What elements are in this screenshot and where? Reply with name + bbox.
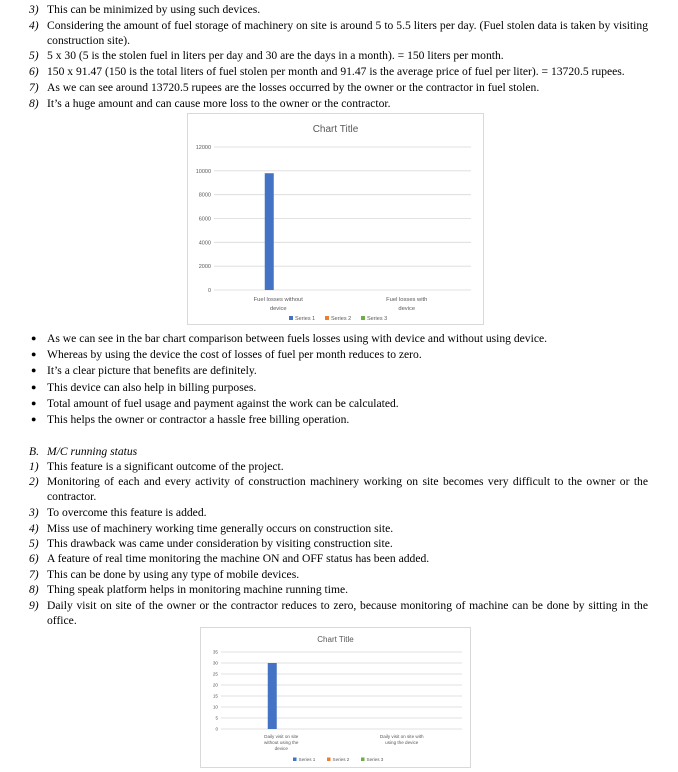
y-tick-label: 0: [207, 287, 211, 294]
bullet-text: This helps the owner or contractor a hassle free billing operation.: [47, 413, 350, 426]
y-tick-label: 15: [212, 693, 218, 699]
y-tick-label: 8000: [198, 192, 211, 199]
list-number: 7): [29, 568, 39, 581]
bar: [265, 173, 274, 290]
list-number: 3): [29, 506, 39, 519]
y-tick-label: 10000: [195, 168, 211, 175]
legend-swatch: [325, 316, 329, 320]
y-tick-label: 5: [215, 715, 218, 721]
category-label: Daily visit on site: [264, 734, 299, 739]
list-text: This feature is a significant outcome of the project.: [47, 460, 284, 473]
legend-label: Series 2: [332, 757, 350, 762]
legend-label: Series 3: [367, 316, 388, 322]
list-number: 5): [29, 49, 39, 62]
section-title: M/C running status: [47, 445, 138, 458]
category-label: device: [274, 746, 288, 751]
list-number: 4): [29, 522, 39, 535]
list-text: This can be minimized by using such devices.: [47, 3, 261, 16]
list-number: 5): [29, 537, 39, 550]
category-label: using the device: [385, 740, 419, 745]
y-tick-label: 4000: [198, 240, 211, 247]
list-text: 150 x 91.47 (150 is the total liters of fuel stolen per month and 91.47 is the average price of fuel per liter). = 13720.5 rupees.: [47, 65, 625, 78]
fuel-loss-chart: [187, 113, 484, 325]
chart-title: Chart Title: [312, 124, 359, 135]
bullet-text: This device can also help in billing purposes.: [47, 381, 257, 394]
legend-swatch: [361, 316, 365, 320]
list-number: 9): [29, 599, 39, 612]
y-tick-label: 20: [212, 682, 218, 688]
y-tick-label: 25: [212, 671, 218, 677]
legend-swatch: [327, 758, 331, 762]
y-tick-label: 6000: [198, 216, 211, 223]
list-number: 1): [29, 460, 39, 473]
bullet-text: Whereas by using the device the cost of losses of fuel per month reduces to zero.: [47, 348, 422, 361]
chart-title: Chart Title: [317, 635, 354, 644]
list-number: 7): [29, 81, 39, 94]
list-number: 8): [29, 97, 39, 110]
list-number: 8): [29, 583, 39, 596]
y-tick-label: 12000: [195, 144, 211, 151]
list-number: 6): [29, 552, 39, 565]
category-label: Daily visit on site with: [379, 734, 424, 739]
legend-swatch: [289, 316, 293, 320]
list-text: This drawback was came under consideration by visiting construction site.: [47, 537, 393, 550]
legend-swatch: [293, 758, 297, 762]
list-text: It’s a huge amount and can cause more loss to the owner or the contractor.: [47, 97, 391, 110]
list-text: To overcome this feature is added.: [47, 506, 207, 519]
y-tick-label: 0: [215, 726, 218, 732]
category-label: Fuel losses with: [386, 297, 428, 303]
legend-label: Series 1: [295, 316, 316, 322]
y-tick-label: 35: [212, 649, 218, 655]
list-text: 5 x 30 (5 is the stolen fuel in liters per day and 30 are the days in a month). = 150 liters per month.: [47, 49, 504, 62]
list-text: This can be done by using any type of mobile devices.: [47, 568, 300, 581]
bullet-text: It’s a clear picture that benefits are definitely.: [47, 364, 257, 377]
list-number: 3): [29, 3, 39, 16]
category-label: device: [398, 306, 416, 312]
legend-swatch: [361, 758, 365, 762]
bar: [268, 663, 277, 729]
bullet-icon: ●: [31, 349, 37, 359]
bullet-text: As we can see in the bar chart comparison between fuels losses using with device and without using device.: [47, 332, 548, 345]
site-visit-chart-svg: [201, 628, 470, 767]
category-label: Fuel losses without: [253, 297, 303, 303]
bullet-text: Total amount of fuel usage and payment against the work can be calculated.: [47, 397, 399, 410]
list-text: Daily visit on site of the owner or the contractor reduces to zero, because monitoring of machine can be done by sitting in the office.: [47, 599, 648, 627]
bullet-icon: ●: [31, 398, 37, 408]
category-label: without using the: [264, 740, 299, 745]
section-letter: B.: [29, 445, 39, 458]
legend-label: Series 1: [298, 757, 316, 762]
bullet-icon: ●: [31, 365, 37, 375]
legend-label: Series 2: [331, 316, 352, 322]
list-text: As we can see around 13720.5 rupees are the losses occurred by the owner or the contractor in fuel stolen.: [47, 81, 540, 94]
list-number: 2): [29, 475, 39, 488]
list-text: Thing speak platform helps in monitoring machine running time.: [47, 583, 349, 596]
bullet-icon: ●: [31, 382, 37, 392]
bullet-icon: ●: [31, 414, 37, 424]
list-number: 4): [29, 19, 39, 32]
list-text: Miss use of machinery working time generally occurs on construction site.: [47, 522, 394, 535]
legend-label: Series 3: [366, 757, 384, 762]
y-tick-label: 10: [212, 704, 218, 710]
site-visit-chart: [200, 627, 471, 768]
list-text: Considering the amount of fuel storage of machinery on site is around 5 to 5.5 liters per day. (Fuel stolen data is taken by visiting construction site).: [47, 19, 648, 47]
list-text: A feature of real time monitoring the machine ON and OFF status has been added.: [47, 552, 430, 565]
list-number: 6): [29, 65, 39, 78]
list-text: Monitoring of each and every activity of construction machinery working on site becomes very difficult to the owner or the contractor.: [47, 475, 648, 503]
y-tick-label: 2000: [198, 264, 211, 271]
fuel-loss-chart-svg: [188, 114, 483, 324]
y-tick-label: 30: [212, 660, 218, 666]
bullet-icon: ●: [31, 333, 37, 343]
category-label: device: [269, 306, 287, 312]
